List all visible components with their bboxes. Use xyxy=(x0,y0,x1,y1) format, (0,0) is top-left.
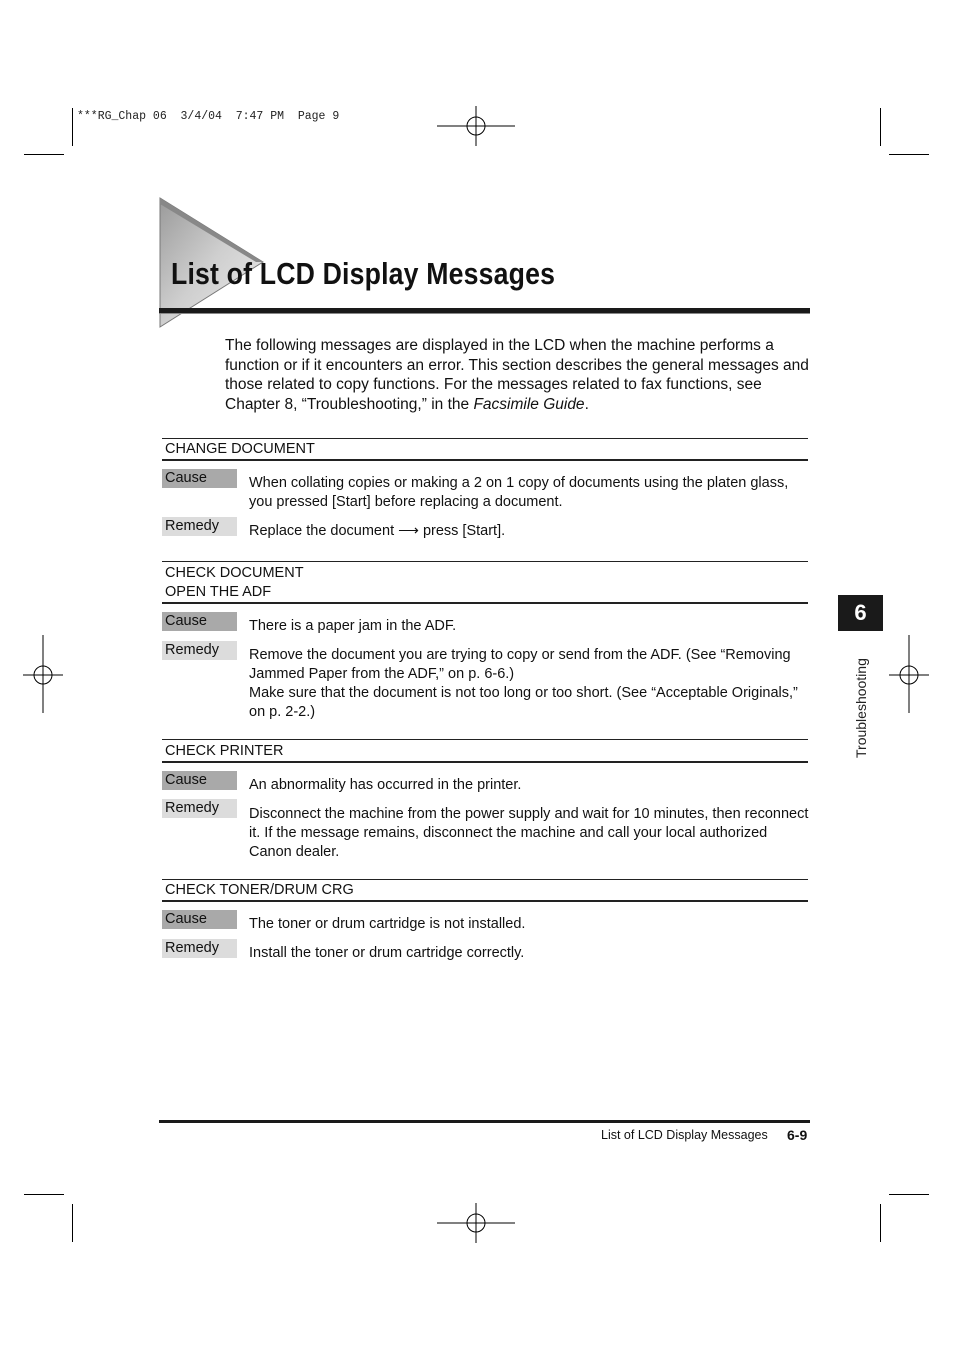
section-top-rule xyxy=(162,739,808,740)
remedy-label: Remedy xyxy=(162,641,237,660)
section-heading: CHECK TONER/DRUM CRG xyxy=(165,882,354,898)
side-section-label: Troubleshooting xyxy=(853,658,869,758)
cause-text: When collating copies or making a 2 on 1 copy of documents using the platen glass, you pressed [Start] before replacing a document. xyxy=(249,475,789,511)
intro-paragraph xyxy=(225,336,810,414)
print-slug: ***RG_Chap 06 3/4/04 7:47 PM Page 9 xyxy=(77,110,340,123)
cause-text: An abnormality has occurred in the printer. xyxy=(249,777,522,793)
remedy-text xyxy=(249,522,809,541)
registration-mark-icon xyxy=(437,1203,517,1243)
remedy-text: Install the toner or drum cartridge correctly. xyxy=(249,945,525,961)
arrow-right-icon: ⟶ xyxy=(398,523,419,539)
cause-label: Cause xyxy=(162,910,237,929)
crop-mark xyxy=(889,1194,929,1195)
crop-mark xyxy=(889,154,929,155)
crop-mark xyxy=(72,108,73,146)
page-number: 6-9 xyxy=(787,1127,808,1143)
remedy-text-part: Replace the document xyxy=(249,523,399,539)
section-heading: CHANGE DOCUMENT xyxy=(165,441,315,457)
section-heading-rule xyxy=(162,900,808,902)
section-heading: CHECK DOCUMENT xyxy=(165,565,304,581)
remedy-text: Make sure that the document is not too long or too short. (See “Acceptable Originals,” on p. 2-2.) xyxy=(249,685,798,721)
title-rule-shadow xyxy=(159,313,810,314)
crop-mark xyxy=(880,1204,881,1242)
remedy-text-part: press [Start]. xyxy=(418,523,506,539)
remedy-label: Remedy xyxy=(162,799,237,818)
section-heading: CHECK PRINTER xyxy=(165,743,284,759)
section-heading-rule xyxy=(162,459,808,461)
page-title: List of LCD Display Messages xyxy=(171,256,556,291)
registration-mark-icon xyxy=(889,635,929,715)
remedy-text: Remove the document you are trying to copy or send from the ADF. (See “Removing Jammed Paper from the ADF,” on p. 6-6.) xyxy=(249,647,791,683)
cause-label: Cause xyxy=(162,771,237,790)
crop-mark xyxy=(24,1194,64,1195)
section-top-rule xyxy=(162,438,808,439)
cause-text: The toner or drum cartridge is not installed. xyxy=(249,916,526,932)
section-heading-rule xyxy=(162,761,808,763)
remedy-text: Disconnect the machine from the power supply and wait for 10 minutes, then reconnect it. If the message remains, disconnect the machine and call your local authorized Canon dealer. xyxy=(249,806,809,861)
footer-rule xyxy=(159,1120,810,1123)
section-top-rule xyxy=(162,879,808,880)
cause-text: There is a paper jam in the ADF. xyxy=(249,618,457,634)
registration-mark-icon xyxy=(23,635,63,715)
facsimile-guide-ref: Facsimile Guide xyxy=(473,395,585,413)
section-heading-rule xyxy=(162,602,808,604)
crop-mark xyxy=(880,108,881,146)
remedy-label: Remedy xyxy=(162,517,237,536)
section-top-rule xyxy=(162,561,808,562)
cause-label: Cause xyxy=(162,469,237,488)
footer-title: List of LCD Display Messages xyxy=(601,1128,768,1142)
crop-mark xyxy=(72,1204,73,1242)
intro-end: . xyxy=(584,395,589,413)
crop-mark xyxy=(24,154,64,155)
intro-text: The following messages are displayed in the LCD when the machine performs a function or if it encounters an error. This section describes the general messages and those related to copy functions. For the messages related to fax functions, see Chapter 8, “Troubleshooting,” in the xyxy=(225,337,809,413)
cause-label: Cause xyxy=(162,612,237,631)
registration-mark-icon xyxy=(437,106,517,146)
section-heading: OPEN THE ADF xyxy=(165,584,272,600)
chapter-tab: 6 xyxy=(838,595,883,631)
remedy-label: Remedy xyxy=(162,939,237,958)
